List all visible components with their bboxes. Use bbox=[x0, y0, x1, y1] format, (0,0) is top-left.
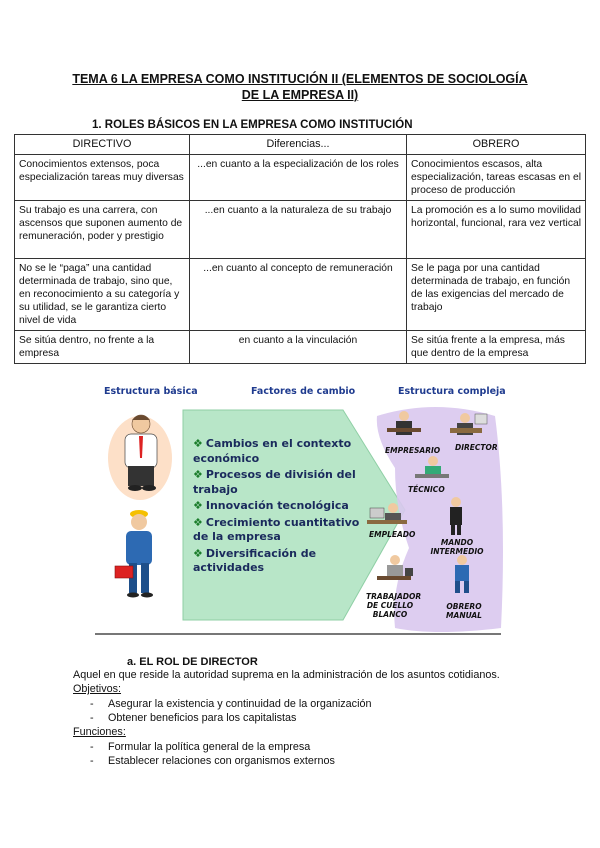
cell-diferencia: ...en cuanto a la especialización de los roles bbox=[190, 155, 407, 201]
role-empresario: EMPRESARIO bbox=[385, 446, 441, 455]
label-estructura-compleja: Estructura compleja bbox=[398, 386, 506, 397]
role-cuello-blanco: TRABAJADOR DE CUELLO BLANCO bbox=[366, 592, 422, 619]
table-row bbox=[15, 155, 586, 201]
diamond-bullet-icon: ❖ bbox=[193, 546, 203, 560]
cell-directivo: Se sitúa dentro, no frente a la empresa bbox=[15, 331, 190, 364]
table-row bbox=[15, 331, 586, 364]
cell-obrero: La promoción es a lo sumo movilidad horizontal, funcional, rara vez vertical bbox=[407, 201, 586, 259]
header-obrero: OBRERO bbox=[407, 135, 586, 155]
list-item: ❖ Diversificación de actividades bbox=[193, 546, 317, 574]
cell-directivo: Su trabajo es una carrera, con ascensos que suponen aumento de remuneración, poder y prestigio bbox=[15, 201, 190, 259]
list-item: ❖ Procesos de división del trabajo bbox=[193, 468, 356, 496]
diamond-bullet-icon: ❖ bbox=[193, 468, 203, 481]
label-factores-cambio: Factores de cambio bbox=[251, 386, 356, 397]
cell-directivo: Conocimientos extensos, poca especialización tareas muy diversas bbox=[15, 155, 190, 201]
worker-figure-icon bbox=[115, 510, 153, 598]
cell-diferencia: en cuanto a la vinculación bbox=[190, 331, 407, 364]
cell-directivo: No se le “paga” una cantidad determinada de trabajo, sino que, en reconocimiento a su categoría y su utilidad, se le garantiza cierto nivel de vida bbox=[15, 259, 190, 331]
section-a-paragraph: Aquel en que reside la autoridad suprema en la administración de los asuntos cotidianos. bbox=[73, 669, 500, 681]
list-item: ❖ Crecimiento cuantitativo de la empresa bbox=[193, 515, 360, 543]
table-header-row bbox=[15, 135, 586, 155]
section-a-heading: a. EL ROL DE DIRECTOR bbox=[127, 656, 258, 668]
list-item: - Establecer relaciones con organismos externos bbox=[90, 755, 335, 767]
change-factors-list bbox=[193, 437, 363, 578]
role-mando-intermedio: MANDO INTERMEDIO bbox=[430, 538, 484, 556]
objetivos-label: Objetivos: bbox=[73, 683, 122, 695]
diamond-bullet-icon: ❖ bbox=[193, 437, 203, 450]
table-row bbox=[15, 201, 586, 259]
section-1-heading: 1. ROLES BÁSICOS EN LA EMPRESA COMO INSTITUCIÓN bbox=[92, 119, 413, 131]
cell-diferencia: ...en cuanto a la naturaleza de su trabajo bbox=[190, 201, 407, 259]
figure-divider bbox=[95, 633, 501, 635]
header-directivo: DIRECTIVO bbox=[15, 135, 190, 155]
list-item: ❖ Innovación tecnológica bbox=[193, 499, 349, 512]
page-title bbox=[60, 71, 540, 103]
role-director: DIRECTOR bbox=[455, 443, 498, 452]
list-item: - Obtener beneficios para los capitalistas bbox=[90, 712, 297, 724]
label-estructura-basica: Estructura básica bbox=[104, 386, 198, 397]
title-line-2: DE LA EMPRESA II) bbox=[241, 88, 359, 102]
list-item: ❖ Cambios en el contexto económico bbox=[193, 437, 352, 465]
diamond-bullet-icon: ❖ bbox=[193, 499, 203, 512]
funciones-label: Funciones: bbox=[73, 726, 126, 738]
role-empleado: EMPLEADO bbox=[369, 530, 416, 539]
role-tecnico: TÉCNICO bbox=[408, 485, 445, 494]
roles-table bbox=[14, 134, 586, 364]
role-obrero-manual: OBRERO MANUAL bbox=[446, 602, 482, 620]
list-item: - Asegurar la existencia y continuidad de la organización bbox=[90, 698, 372, 710]
cell-obrero: Se sitúa frente a la empresa, más que dentro de la empresa bbox=[407, 331, 586, 364]
header-diferencias: Diferencias... bbox=[190, 135, 407, 155]
title-line-1: TEMA 6 LA EMPRESA COMO INSTITUCIÓN II (ELEMENTOS DE SOCIOLOGÍA bbox=[72, 72, 528, 86]
cell-diferencia: ...en cuanto al concepto de remuneración bbox=[190, 259, 407, 331]
diamond-bullet-icon: ❖ bbox=[193, 515, 203, 529]
cell-obrero: Se le paga por una cantidad determinada de trabajo, en función de las exigencias del mercado de trabajo bbox=[407, 259, 586, 331]
list-item: - Formular la política general de la empresa bbox=[90, 741, 311, 753]
table-row bbox=[15, 259, 586, 331]
cell-obrero: Conocimientos escasos, alta especialización, tareas escasas en el proceso de producción bbox=[407, 155, 586, 201]
